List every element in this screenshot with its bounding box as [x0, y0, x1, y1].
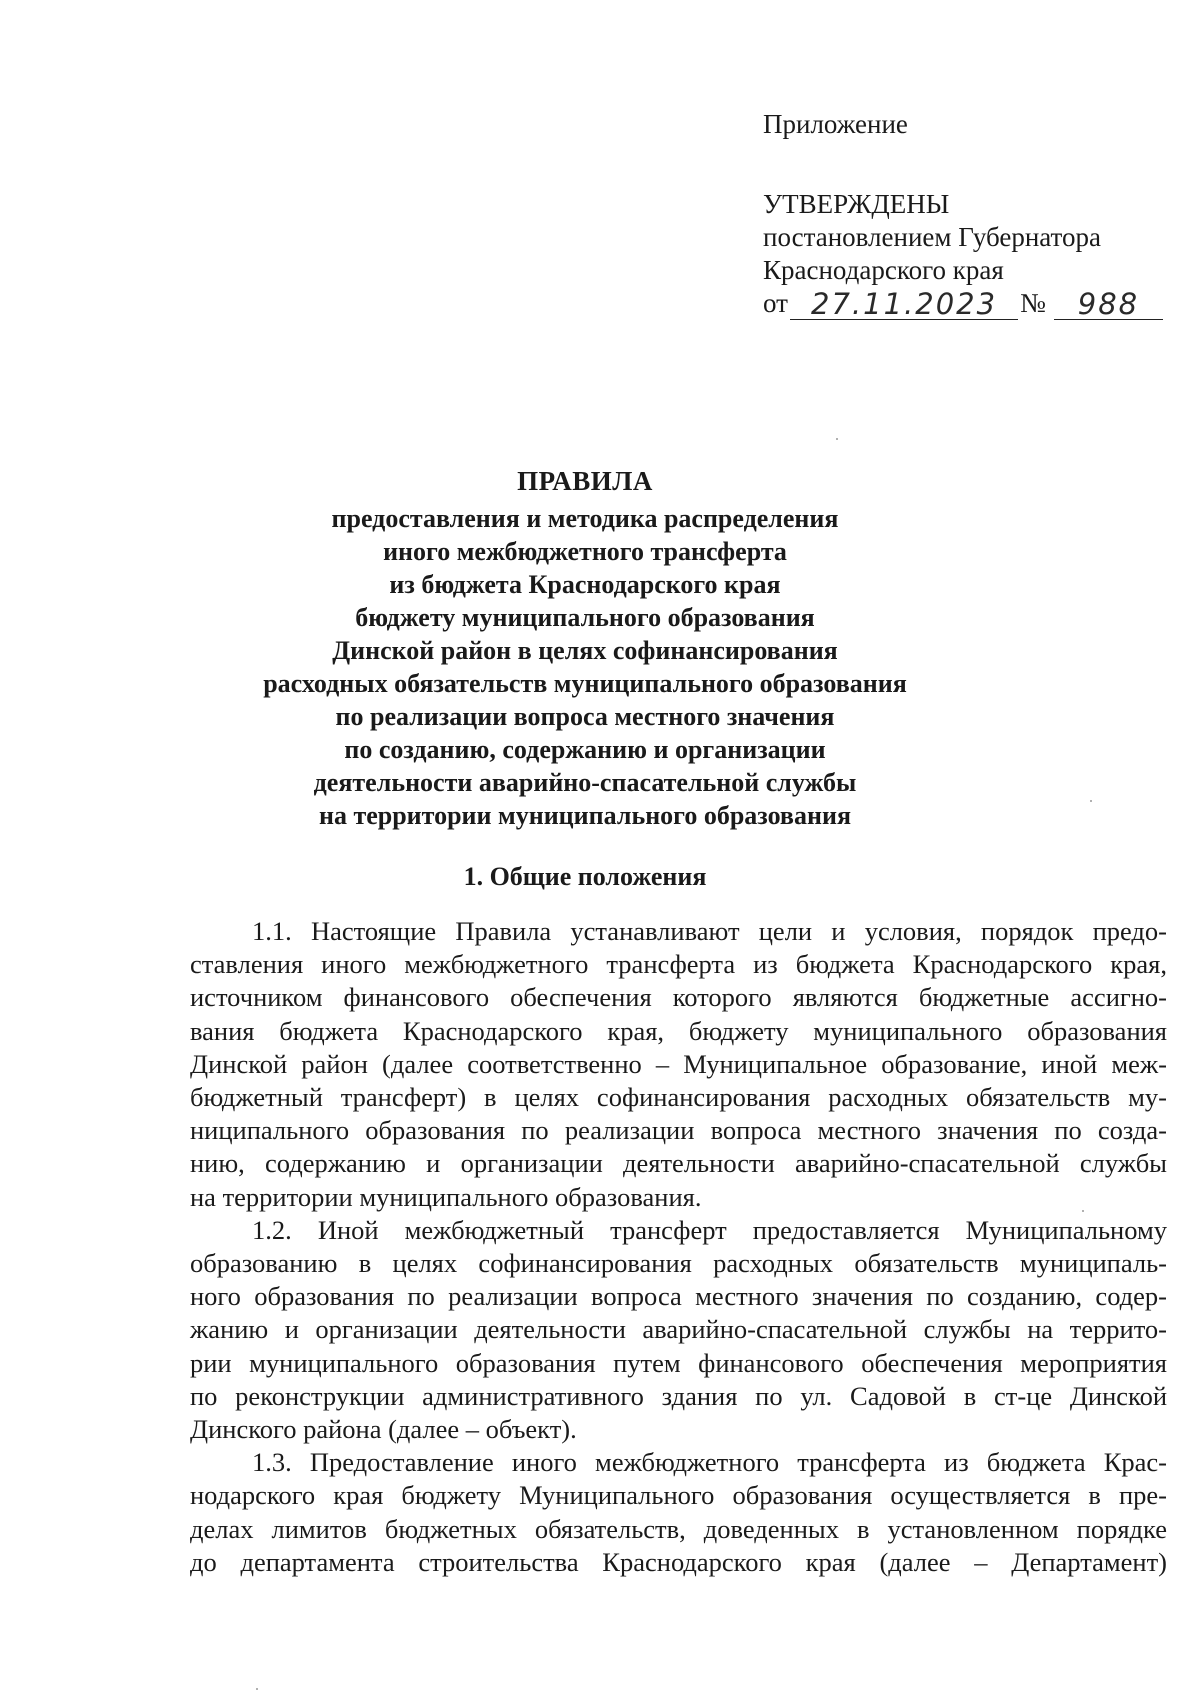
- scan-speck: [1090, 800, 1092, 802]
- handwritten-date: 27.11.2023: [790, 289, 1018, 320]
- title-line: Динской район в целях софинансирования: [332, 636, 838, 665]
- paragraph-1-3: [190, 1446, 1167, 1579]
- text-line: источником финансового обеспечения которого являются бюджетные ассигно-: [190, 982, 1167, 1013]
- text-line: рии муниципального образования путем финансового обеспечения мероприятия: [190, 1347, 1167, 1378]
- scan-speck: [1082, 1210, 1084, 1212]
- appendix-label: Приложение: [763, 109, 908, 139]
- text-line: до департамента строительства Краснодарского края (далее – Департамент): [190, 1546, 1167, 1577]
- text-line: нодарского края бюджету Муниципального образования осуществляется в пре-: [190, 1480, 1167, 1511]
- title-line: по созданию, содержанию и организации: [344, 735, 826, 764]
- title-line: из бюджета Краснодарского края: [389, 570, 781, 599]
- text-line: 1.1. Настоящие Правила устанавливают цели и условия, порядок предо-: [252, 916, 1167, 946]
- title-main: ПРАВИЛА: [517, 466, 653, 496]
- paragraph-1-2: [190, 1214, 1167, 1446]
- paragraph-1-1: [190, 915, 1167, 1214]
- text-line: бюджетный трансферт) в целях софинансирования расходных обязательств му-: [190, 1082, 1167, 1113]
- approved-label: УТВЕРЖДЕНЫ: [763, 189, 950, 219]
- approval-block: [763, 108, 1163, 320]
- scan-speck: [836, 438, 838, 440]
- text-line: 1.3. Предоставление иного межбюджетного трансферта из бюджета Крас-: [252, 1447, 1167, 1478]
- date-number-line: [763, 287, 1163, 320]
- approval-line-1: постановлением Губернатора: [763, 222, 1101, 252]
- handwritten-number: 988: [1054, 289, 1163, 320]
- title-line: предоставления и методика распределения: [331, 504, 839, 533]
- section-body: [190, 915, 1167, 1579]
- title-line: на территории муниципального образования: [318, 801, 852, 830]
- title-line: по реализации вопроса местного значения: [335, 702, 835, 731]
- text-line: жанию и организации деятельности аварийно-спасательной службы на террито-: [190, 1314, 1167, 1345]
- text-line: ниципального образования по реализации вопроса местного значения по созда-: [190, 1115, 1167, 1146]
- text-line: Динской район (далее соответственно – Муниципальное образование, иной меж-: [190, 1048, 1167, 1079]
- text-line: делах лимитов бюджетных обязательств, доведенных в установленном порядке: [190, 1513, 1167, 1544]
- text-line: по реконструкции административного здания по ул. Садовой в ст-це Динской: [190, 1380, 1167, 1411]
- text-line: образованию в целях софинансирования расходных обязательств муниципаль-: [190, 1248, 1167, 1279]
- text-line: ного образования по реализации вопроса местного значения по созданию, содер-: [190, 1281, 1167, 1312]
- approval-line-2: Краснодарского края: [763, 255, 1004, 285]
- date-prefix: от: [763, 288, 788, 318]
- text-line: Динского района (далее – объект).: [190, 1414, 577, 1445]
- document-title: [180, 465, 990, 832]
- title-line: деятельности аварийно-спасательной службы: [313, 768, 857, 797]
- number-prefix: №: [1020, 288, 1046, 318]
- scan-speck: [256, 1688, 258, 1690]
- text-line: 1.2. Иной межбюджетный трансферт предоставляется Муниципальному: [252, 1214, 1167, 1245]
- text-line: ставления иного межбюджетного трансферта из бюджета Краснодарского края,: [190, 949, 1167, 980]
- text-line: нию, содержанию и организации деятельности аварийно-спасательной службы: [190, 1148, 1167, 1179]
- section-heading: 1. Общие положения: [463, 862, 707, 891]
- text-line: на территории муниципального образования.: [190, 1181, 702, 1212]
- title-line: иного межбюджетного трансферта: [383, 537, 787, 566]
- title-line: бюджету муниципального образования: [355, 603, 815, 632]
- title-line: расходных обязательств муниципального образования: [263, 669, 907, 698]
- text-line: вания бюджета Краснодарского края, бюджету муниципального образования: [190, 1015, 1167, 1046]
